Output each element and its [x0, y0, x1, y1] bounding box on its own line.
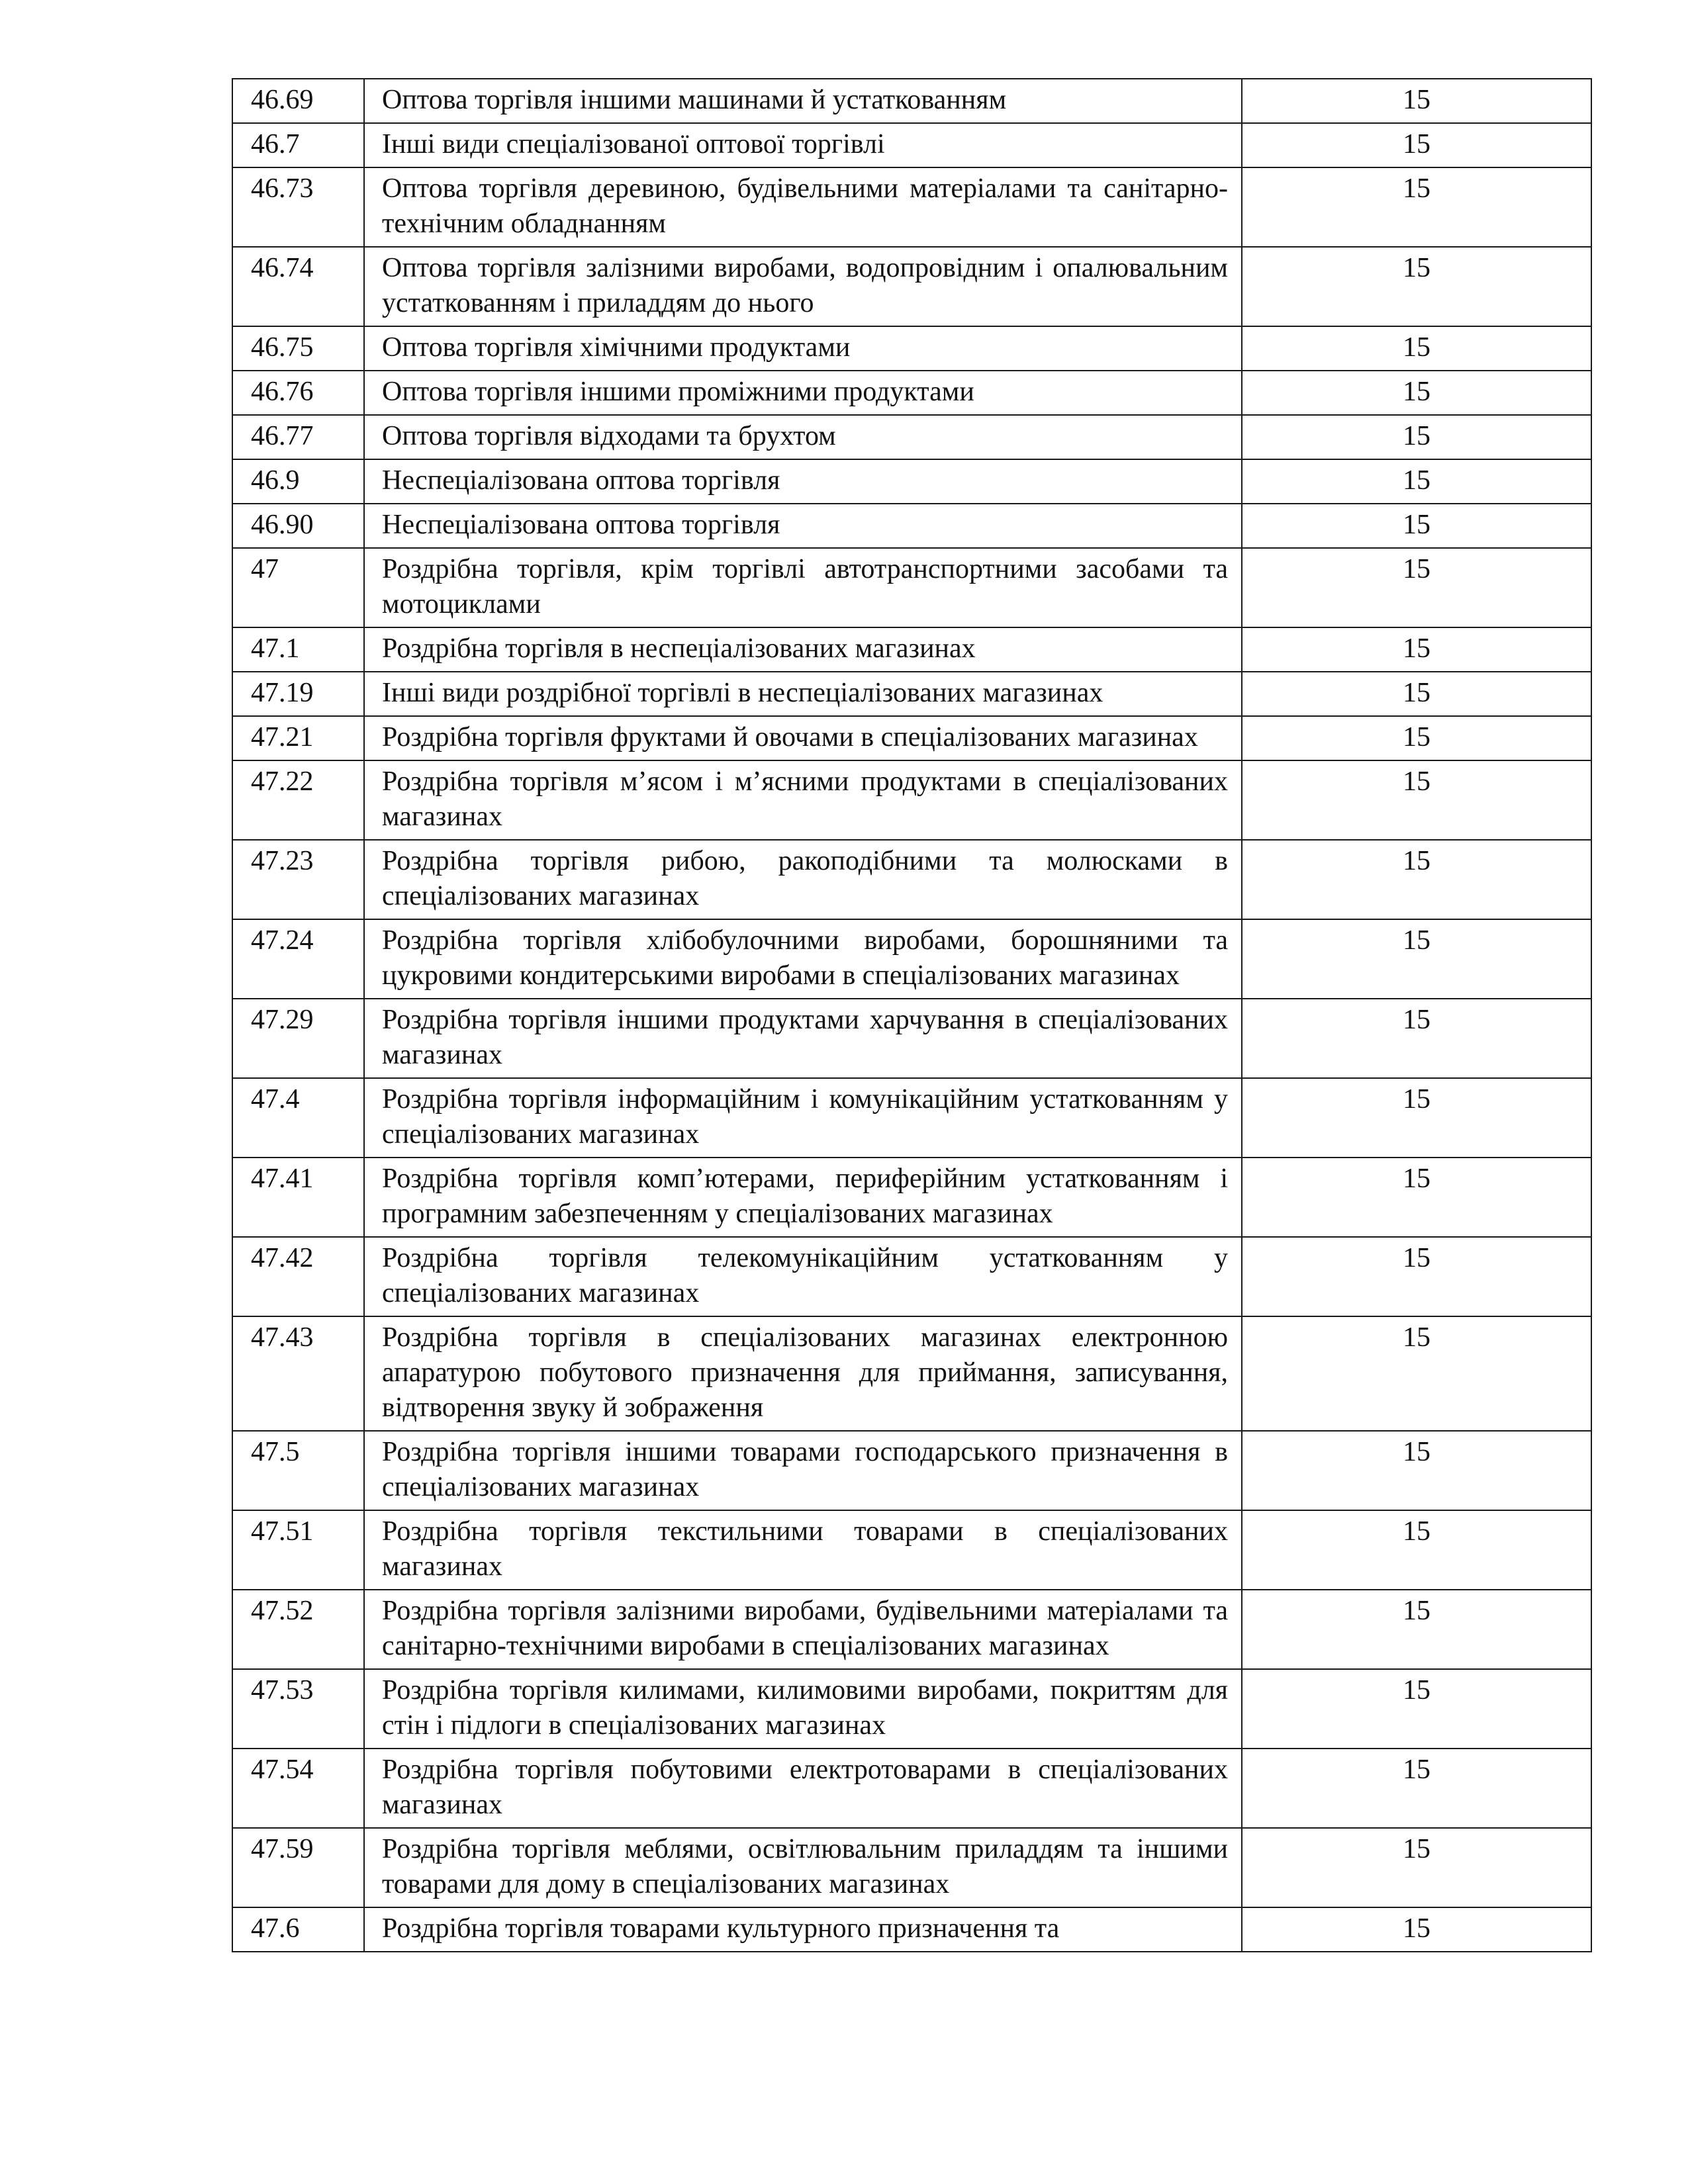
rate-cell: 15	[1242, 716, 1591, 760]
activity-name-cell: Неспеціалізована оптова торгівля	[364, 459, 1242, 504]
activity-code-cell: 46.7	[232, 123, 364, 167]
table-row	[232, 1907, 1591, 1952]
activity-name-cell: Роздрібна торгівля фруктами й овочами в спеціалізованих магазинах	[364, 716, 1242, 760]
activity-name-cell: Оптова торгівля залізними виробами, водопровідним і опалювальним устаткованням і приладдям до нього	[364, 247, 1242, 326]
table-row	[232, 1316, 1591, 1431]
activity-code-cell: 47	[232, 548, 364, 627]
activity-code-cell: 47.41	[232, 1158, 364, 1237]
activity-name-cell: Роздрібна торгівля рибою, ракоподібними та молюсками в спеціалізованих магазинах	[364, 840, 1242, 919]
rate-cell: 15	[1242, 548, 1591, 627]
activity-code-cell: 46.90	[232, 504, 364, 548]
activity-name-cell: Оптова торгівля хімічними продуктами	[364, 326, 1242, 371]
activity-code-cell: 47.5	[232, 1431, 364, 1510]
activity-code-cell: 47.42	[232, 1237, 364, 1316]
activity-code-cell: 47.54	[232, 1749, 364, 1828]
activity-name-cell: Інші види спеціалізованої оптової торгівлі	[364, 123, 1242, 167]
table-row	[232, 415, 1591, 459]
activity-name-cell: Роздрібна торгівля побутовими електротоварами в спеціалізованих магазинах	[364, 1749, 1242, 1828]
rate-cell: 15	[1242, 1510, 1591, 1590]
table-row	[232, 760, 1591, 840]
activity-code-cell: 47.23	[232, 840, 364, 919]
table-row	[232, 1237, 1591, 1316]
activity-name-cell: Роздрібна торгівля комп’ютерами, периферійним устаткованням і програмним забезпеченням у спеціалізованих магазинах	[364, 1158, 1242, 1237]
activity-name-cell: Оптова торгівля деревиною, будівельними матеріалами та санітарно-технічним обладнанням	[364, 167, 1242, 247]
rate-cell: 15	[1242, 919, 1591, 999]
activity-code-cell: 46.9	[232, 459, 364, 504]
activity-code-cell: 46.74	[232, 247, 364, 326]
activity-name-cell: Роздрібна торгівля в неспеціалізованих магазинах	[364, 627, 1242, 672]
table-row	[232, 371, 1591, 415]
table-row	[232, 1078, 1591, 1158]
table-row	[232, 167, 1591, 247]
table-row	[232, 999, 1591, 1078]
activity-code-cell: 47.21	[232, 716, 364, 760]
activity-code-cell: 47.52	[232, 1590, 364, 1669]
rate-cell: 15	[1242, 1749, 1591, 1828]
rate-cell: 15	[1242, 760, 1591, 840]
rate-cell: 15	[1242, 1590, 1591, 1669]
table-row	[232, 840, 1591, 919]
rate-cell: 15	[1242, 371, 1591, 415]
activity-code-cell: 46.75	[232, 326, 364, 371]
table-row	[232, 247, 1591, 326]
activity-name-cell: Оптова торгівля іншими машинами й устаткованням	[364, 79, 1242, 123]
table-row	[232, 79, 1591, 123]
rate-cell: 15	[1242, 247, 1591, 326]
rate-cell: 15	[1242, 1237, 1591, 1316]
table-row	[232, 1590, 1591, 1669]
table-row	[232, 716, 1591, 760]
activity-name-cell: Роздрібна торгівля товарами культурного призначення та	[364, 1907, 1242, 1952]
rate-cell: 15	[1242, 1669, 1591, 1749]
table-row	[232, 627, 1591, 672]
rate-cell: 15	[1242, 672, 1591, 716]
table-body	[232, 79, 1591, 1952]
rate-cell: 15	[1242, 326, 1591, 371]
activity-name-cell: Роздрібна торгівля килимами, килимовими виробами, покриттям для стін і підлоги в спеціалізованих магазинах	[364, 1669, 1242, 1749]
activity-name-cell: Роздрібна торгівля текстильними товарами в спеціалізованих магазинах	[364, 1510, 1242, 1590]
table-row	[232, 1749, 1591, 1828]
activity-code-cell: 47.53	[232, 1669, 364, 1749]
activity-name-cell: Роздрібна торгівля іншими продуктами харчування в спеціалізованих магазинах	[364, 999, 1242, 1078]
activity-name-cell: Роздрібна торгівля телекомунікаційним устаткованням у спеціалізованих магазинах	[364, 1237, 1242, 1316]
table-row	[232, 504, 1591, 548]
rate-cell: 15	[1242, 167, 1591, 247]
table-row	[232, 672, 1591, 716]
rate-cell: 15	[1242, 1828, 1591, 1907]
activity-name-cell: Інші види роздрібної торгівлі в неспеціалізованих магазинах	[364, 672, 1242, 716]
rate-cell: 15	[1242, 627, 1591, 672]
table-row	[232, 919, 1591, 999]
rate-cell: 15	[1242, 123, 1591, 167]
activity-code-cell: 46.69	[232, 79, 364, 123]
table-row	[232, 1510, 1591, 1590]
table-row	[232, 326, 1591, 371]
activity-code-cell: 46.77	[232, 415, 364, 459]
table-row	[232, 1669, 1591, 1749]
rate-cell: 15	[1242, 1431, 1591, 1510]
activity-code-cell: 47.59	[232, 1828, 364, 1907]
activity-name-cell: Роздрібна торгівля хлібобулочними виробами, борошняними та цукровими кондитерськими виробами в спеціалізованих магазинах	[364, 919, 1242, 999]
rate-cell: 15	[1242, 459, 1591, 504]
activity-code-cell: 47.51	[232, 1510, 364, 1590]
activity-code-cell: 47.43	[232, 1316, 364, 1431]
rate-cell: 15	[1242, 415, 1591, 459]
activity-name-cell: Роздрібна торгівля залізними виробами, будівельними матеріалами та санітарно-технічними виробами в спеціалізованих магазинах	[364, 1590, 1242, 1669]
rate-cell: 15	[1242, 1158, 1591, 1237]
table-row	[232, 548, 1591, 627]
rate-cell: 15	[1242, 504, 1591, 548]
activity-name-cell: Оптова торгівля відходами та брухтом	[364, 415, 1242, 459]
activity-name-cell: Роздрібна торгівля інформаційним і комунікаційним устаткованням у спеціалізованих магазинах	[364, 1078, 1242, 1158]
activity-name-cell: Роздрібна торгівля в спеціалізованих магазинах електронною апаратурою побутового призначення для приймання, записування, відтворення звуку й зображення	[364, 1316, 1242, 1431]
table-row	[232, 1828, 1591, 1907]
activity-code-cell: 46.76	[232, 371, 364, 415]
activity-code-cell: 47.19	[232, 672, 364, 716]
rate-cell: 15	[1242, 840, 1591, 919]
activity-name-cell: Роздрібна торгівля, крім торгівлі автотранспортними засобами та мотоциклами	[364, 548, 1242, 627]
activity-code-cell: 47.1	[232, 627, 364, 672]
rate-cell: 15	[1242, 1907, 1591, 1952]
activity-name-cell: Роздрібна торгівля іншими товарами господарського призначення в спеціалізованих магазинах	[364, 1431, 1242, 1510]
table-row	[232, 123, 1591, 167]
activity-name-cell: Роздрібна торгівля м’ясом і м’ясними продуктами в спеціалізованих магазинах	[364, 760, 1242, 840]
activity-rate-table	[232, 78, 1592, 1952]
rate-cell: 15	[1242, 79, 1591, 123]
table-row	[232, 1158, 1591, 1237]
activity-code-cell: 46.73	[232, 167, 364, 247]
rate-cell: 15	[1242, 1078, 1591, 1158]
activity-name-cell: Оптова торгівля іншими проміжними продуктами	[364, 371, 1242, 415]
activity-code-cell: 47.22	[232, 760, 364, 840]
activity-code-cell: 47.29	[232, 999, 364, 1078]
activity-code-cell: 47.24	[232, 919, 364, 999]
rate-cell: 15	[1242, 999, 1591, 1078]
table-row	[232, 1431, 1591, 1510]
rate-cell: 15	[1242, 1316, 1591, 1431]
table-row	[232, 459, 1591, 504]
activity-name-cell: Роздрібна торгівля меблями, освітлювальним приладдям та іншими товарами для дому в спеціалізованих магазинах	[364, 1828, 1242, 1907]
activity-code-cell: 47.4	[232, 1078, 364, 1158]
activity-name-cell: Неспеціалізована оптова торгівля	[364, 504, 1242, 548]
activity-code-cell: 47.6	[232, 1907, 364, 1952]
